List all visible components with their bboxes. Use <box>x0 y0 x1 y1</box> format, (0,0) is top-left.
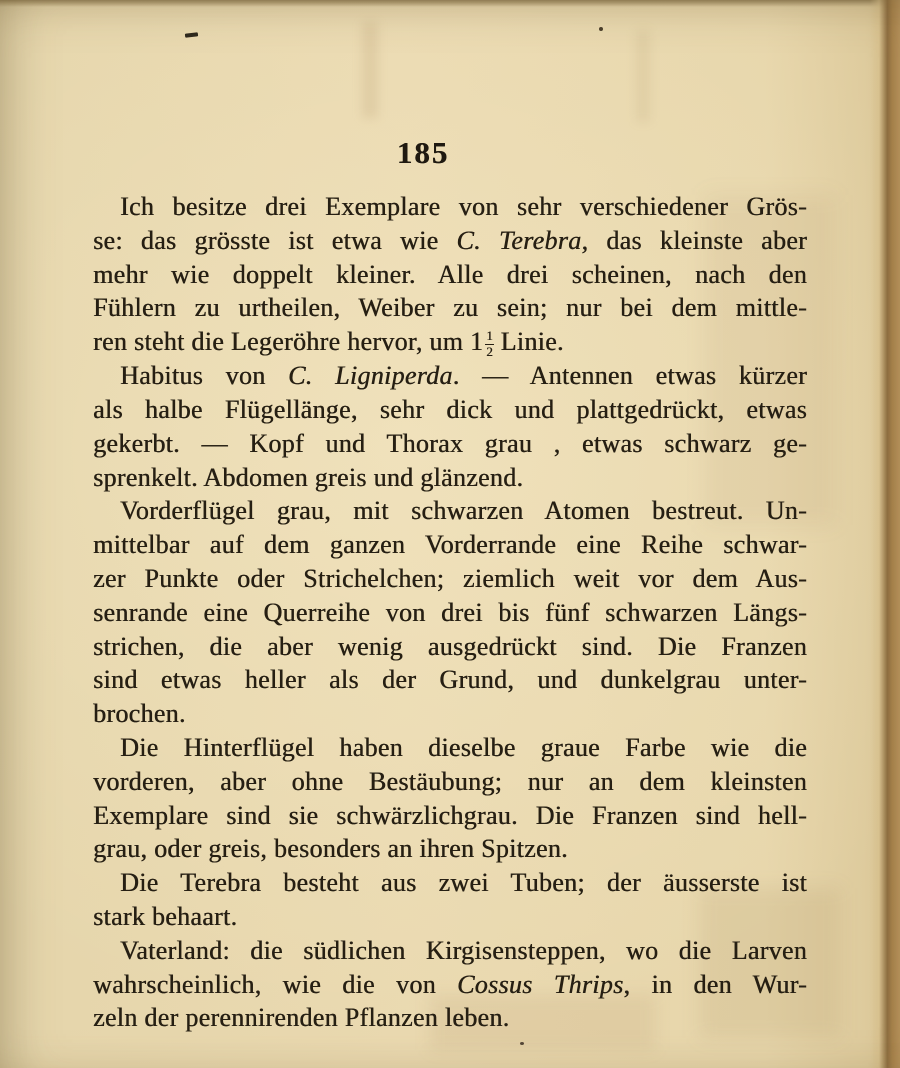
text-line <box>93 359 807 393</box>
ink-mark <box>185 32 198 38</box>
paragraph <box>93 190 807 359</box>
text-segment: Fühlern zu urtheilen, Weiber zu sein; nur bei dem mittle- <box>93 293 807 323</box>
text-line <box>93 393 807 427</box>
text-line <box>93 731 807 765</box>
text-line <box>93 190 807 224</box>
text-segment: als halbe Flügellänge, sehr dick und plattgedrückt, etwas <box>93 394 807 424</box>
text-segment: zer Punkte oder Strichelchen; ziemlich weit vor dem Aus- <box>93 563 807 593</box>
text-segment: grau, oder greis, besonders an ihren Spitzen. <box>93 834 568 864</box>
text-line <box>93 562 807 596</box>
text-line <box>93 663 807 697</box>
text-line <box>93 494 807 528</box>
text-segment: senrande eine Querreihe von drei bis fünf schwarzen Längs- <box>93 597 807 627</box>
text-segment: Die Hinterflügel haben dieselbe graue Farbe wie die <box>120 732 807 762</box>
stacked-fraction: $\frac{1}{2}$ <box>486 328 493 359</box>
text-segment: . — Antennen etwas kürzer <box>452 361 807 391</box>
text-line <box>93 799 807 833</box>
text-line <box>93 934 807 968</box>
text-line <box>93 291 807 325</box>
text-line <box>93 528 807 562</box>
text-segment: Linie. <box>493 327 564 357</box>
text-segment: vorderen, aber ohne Bestäubung; nur an dem kleinsten <box>93 766 807 796</box>
text-segment: strichen, die aber wenig ausgedrückt sind. Die Franzen <box>93 631 807 661</box>
text-line <box>93 900 807 934</box>
text-segment: zeln der perennirenden Pflanzen leben. <box>93 1003 510 1033</box>
text-line <box>93 630 807 664</box>
text-line <box>93 765 807 799</box>
text-line <box>93 224 807 258</box>
text-line <box>93 258 807 292</box>
paragraph <box>93 359 807 494</box>
text-line <box>93 427 807 461</box>
text-segment: das kleinste aber <box>588 225 807 255</box>
text-segment: sind etwas heller als der Grund, und dunkelgrau unter- <box>93 665 807 695</box>
paper-stain <box>636 30 650 122</box>
text-line <box>93 832 807 866</box>
text-line <box>93 1001 807 1035</box>
text-segment: se: das grösste ist etwa wie <box>93 225 457 255</box>
text-segment: wahrscheinlich, wie die von <box>93 969 458 999</box>
text-segment: Habitus von <box>120 361 289 391</box>
text-line <box>93 461 807 495</box>
text-segment: ren steht die Legeröhre hervor, um 1 <box>93 327 484 357</box>
ink-speck <box>599 27 603 31</box>
text-segment: Die Terebra besteht aus zwei Tuben; der äusserste ist <box>120 868 807 898</box>
text-line <box>93 968 807 1002</box>
species-name: Cossus Thrips <box>457 969 624 999</box>
paragraph <box>93 934 807 1035</box>
species-name: C. Ligniperda <box>288 361 453 391</box>
species-name: C. Terebra, <box>456 225 589 255</box>
text-segment: stark behaart. <box>93 901 238 931</box>
paragraph <box>93 731 807 866</box>
text-segment: mehr wie doppelt kleiner. Alle drei scheinen, nach den <box>93 259 807 289</box>
text-segment: Exemplare sind sie schwärzlichgrau. Die Franzen sind hell- <box>93 800 807 830</box>
text-line <box>93 325 807 359</box>
ink-speck <box>520 1042 524 1045</box>
text-segment: gekerbt. — Kopf und Thorax grau , etwas schwarz ge- <box>93 428 807 458</box>
page-binding-edge <box>870 0 900 1068</box>
text-line <box>93 866 807 900</box>
paper-stain <box>362 22 378 118</box>
page-top-edge <box>0 0 900 7</box>
page-number: 185 <box>396 135 450 170</box>
text-segment: , in den Wur- <box>623 969 807 999</box>
text-segment: brochen. <box>93 699 186 729</box>
text-segment: Vaterland: die südlichen Kirgisensteppen, wo die Larven <box>120 935 807 965</box>
text-block <box>93 190 807 1035</box>
text-segment: Ich besitze drei Exemplare von sehr verschiedener Grös- <box>120 192 807 221</box>
text-segment: mittelbar auf dem ganzen Vorderrande eine Reihe schwar- <box>93 530 807 560</box>
paragraph <box>93 494 807 731</box>
text-line <box>93 596 807 630</box>
text-segment: sprenkelt. Abdomen greis und glänzend. <box>93 462 524 492</box>
text-line <box>93 697 807 731</box>
paragraph <box>93 866 807 934</box>
text-segment: Vorderflügel grau, mit schwarzen Atomen bestreut. Un- <box>120 496 807 526</box>
